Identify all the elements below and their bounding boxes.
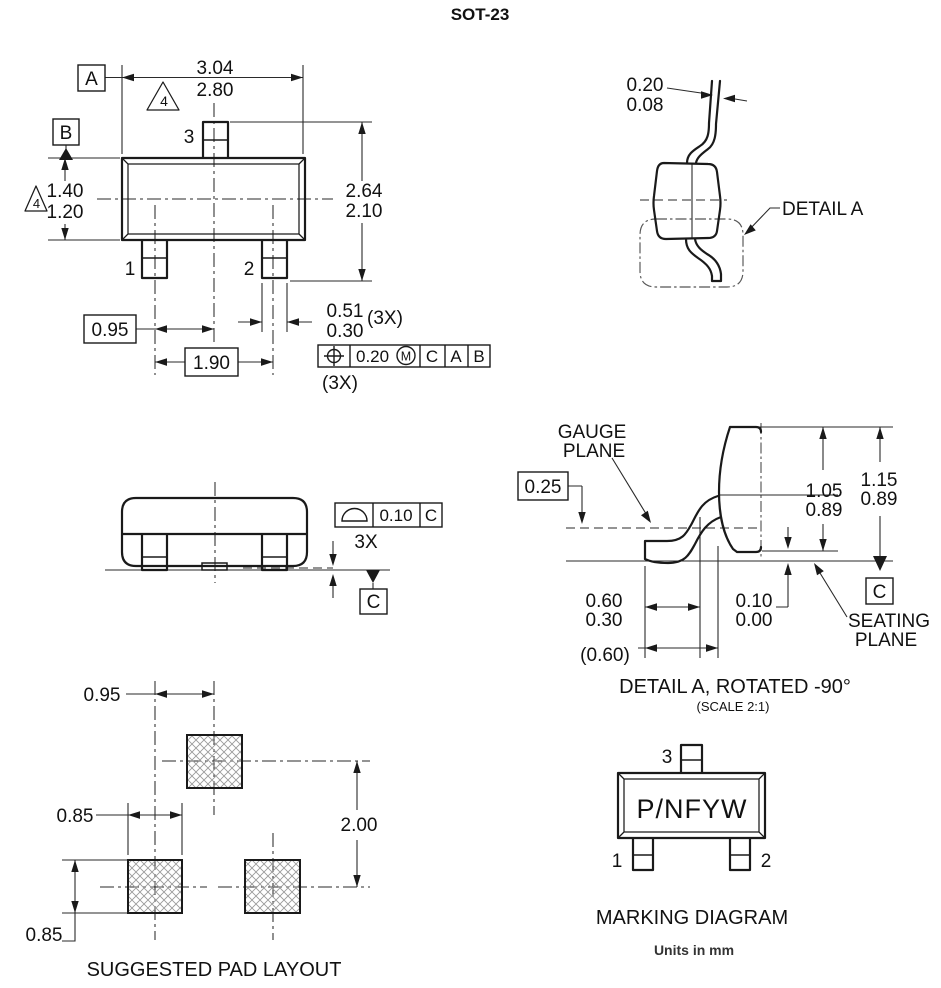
gauge-plane-label-2: PLANE bbox=[562, 441, 626, 462]
dim-lead-width-qty: (3X) bbox=[367, 308, 403, 329]
dim-lead-thickness-max: 0.20 bbox=[626, 75, 664, 96]
pad-dim-height: 0.85 bbox=[25, 925, 63, 946]
seating-plane-label-2: PLANE bbox=[854, 630, 918, 651]
pad-layout-caption: SUGGESTED PAD LAYOUT bbox=[86, 959, 342, 981]
page-title: SOT-23 bbox=[450, 5, 510, 24]
dim-pitch: 1.90 bbox=[193, 353, 230, 374]
pin1-label: 1 bbox=[124, 259, 136, 280]
dim-overall-height-max: 1.15 bbox=[860, 470, 898, 491]
dim-lead-height-min: 0.89 bbox=[805, 500, 843, 521]
dim-standoff-min: 0.00 bbox=[735, 610, 773, 631]
dim-standoff-max: 0.10 bbox=[735, 591, 773, 612]
dim-width-min: 2.80 bbox=[196, 80, 234, 101]
side-fcf-datum: C bbox=[424, 506, 438, 525]
marking-diagram-caption: MARKING DIAGRAM bbox=[595, 907, 789, 929]
pad-1 bbox=[128, 860, 182, 913]
datum-b-label: B bbox=[59, 123, 73, 144]
fcf-tolerance: 0.20 bbox=[356, 347, 390, 366]
marking-pin1-label: 1 bbox=[611, 851, 623, 872]
fcf-datum1: C bbox=[425, 347, 439, 366]
side-qty-label: 3X bbox=[354, 532, 378, 553]
fcf-datum3: B bbox=[473, 347, 485, 366]
dim-total-height-min: 2.10 bbox=[345, 201, 383, 222]
marking-code-text: P/NFYW bbox=[636, 794, 748, 824]
dim-lead-thickness-min: 0.08 bbox=[626, 95, 664, 116]
dim-foot-ref: (0.60) bbox=[580, 645, 630, 666]
marking-pin3-label: 3 bbox=[661, 747, 673, 768]
fcf-datum2: A bbox=[450, 347, 462, 366]
note4-left-label: 4 bbox=[32, 196, 41, 211]
datum-c-label-side: C bbox=[366, 592, 381, 613]
marking-pin2-label: 2 bbox=[760, 851, 772, 872]
dim-lead-width-min: 0.30 bbox=[326, 321, 364, 342]
dim-lead-width-max: 0.51 bbox=[326, 301, 364, 322]
dim-lead-height-max: 1.05 bbox=[805, 481, 843, 502]
datum-c-label-detail: C bbox=[872, 582, 887, 603]
dim-body-min: 1.20 bbox=[46, 202, 84, 223]
dim-total-height-max: 2.64 bbox=[345, 181, 383, 202]
seating-plane-label-1: SEATING bbox=[848, 611, 930, 632]
dim-gauge-offset: 0.25 bbox=[524, 477, 562, 498]
dim-body-max: 1.40 bbox=[46, 181, 84, 202]
pad-dim-pitch-half: 0.95 bbox=[83, 685, 121, 706]
fcf-qty: (3X) bbox=[322, 373, 358, 394]
detail-a-caption: DETAIL A, ROTATED -90° bbox=[619, 676, 851, 698]
dim-pitch-half: 0.95 bbox=[91, 320, 129, 341]
pin2-label: 2 bbox=[243, 259, 255, 280]
gauge-plane-label-1: GAUGE bbox=[557, 422, 627, 443]
note4-top-label: 4 bbox=[160, 93, 168, 109]
pin3-label: 3 bbox=[183, 127, 195, 148]
pad-3 bbox=[187, 735, 242, 788]
dim-foot-length-max: 0.60 bbox=[585, 591, 623, 612]
units-note: Units in mm bbox=[653, 942, 735, 958]
detail-a-callout-label: DETAIL A bbox=[782, 199, 864, 220]
pad-dim-row-pitch: 2.00 bbox=[340, 815, 378, 836]
detail-a-scale-note: (SCALE 2:1) bbox=[696, 699, 770, 714]
fcf-modifier: M bbox=[400, 349, 412, 364]
datum-a-label: A bbox=[85, 69, 98, 90]
pad-2 bbox=[245, 860, 300, 913]
dim-width-max: 3.04 bbox=[196, 58, 234, 79]
dim-overall-height-min: 0.89 bbox=[860, 489, 898, 510]
side-fcf-tolerance: 0.10 bbox=[379, 506, 413, 525]
dim-foot-length-min: 0.30 bbox=[585, 610, 623, 631]
pad-dim-width: 0.85 bbox=[56, 806, 94, 827]
